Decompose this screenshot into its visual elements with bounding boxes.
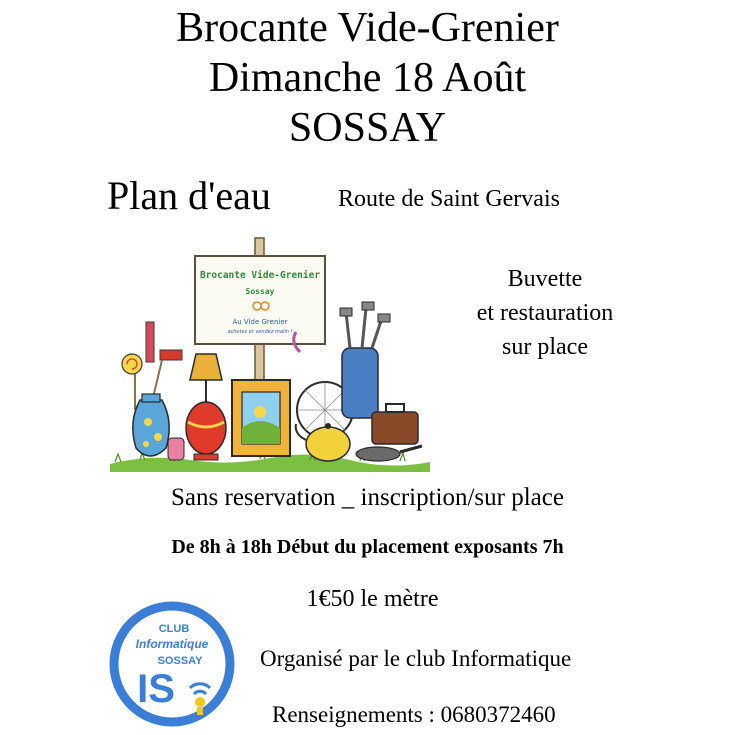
location-road: Route de Saint Gervais	[338, 186, 560, 212]
hours-text: De 8h à 18h Début du placement exposants 7h	[171, 536, 564, 558]
logo-initials: IS	[137, 667, 175, 711]
price-text: 1€50 le mètre	[306, 586, 439, 612]
buvette-line-3: sur place	[502, 334, 588, 360]
logo-line-2: Informatique	[135, 637, 209, 651]
organizer-text: Organisé par le club Informatique	[260, 646, 572, 671]
sign-brand: Au Vide Grenier	[232, 318, 288, 326]
title-line-2: Dimanche 18 Août	[208, 55, 527, 101]
buvette-line-2: et restauration	[476, 300, 614, 326]
buvette-line-1: Buvette	[507, 266, 583, 292]
logo-line-3: SOSSAY	[157, 655, 203, 667]
title-line-1: Brocante Vide-Grenier	[176, 5, 559, 51]
contact-text: Renseignements : 0680372460	[272, 702, 556, 727]
buvette-text	[430, 262, 660, 364]
flea-market-illustration	[110, 232, 430, 472]
sign-title: Brocante Vide-Grenier	[199, 270, 321, 281]
sign-subtitle: Sossay	[245, 287, 275, 296]
club-informatique-logo	[108, 598, 240, 730]
reservation-text: Sans reservation _ inscription/sur place	[171, 484, 564, 511]
sign-tagline: achetez et vendez malin !	[227, 329, 293, 335]
logo-line-1: CLUB	[158, 623, 190, 635]
title-line-3: SOSSAY	[288, 105, 447, 151]
location-place: Plan d'eau	[107, 173, 271, 218]
